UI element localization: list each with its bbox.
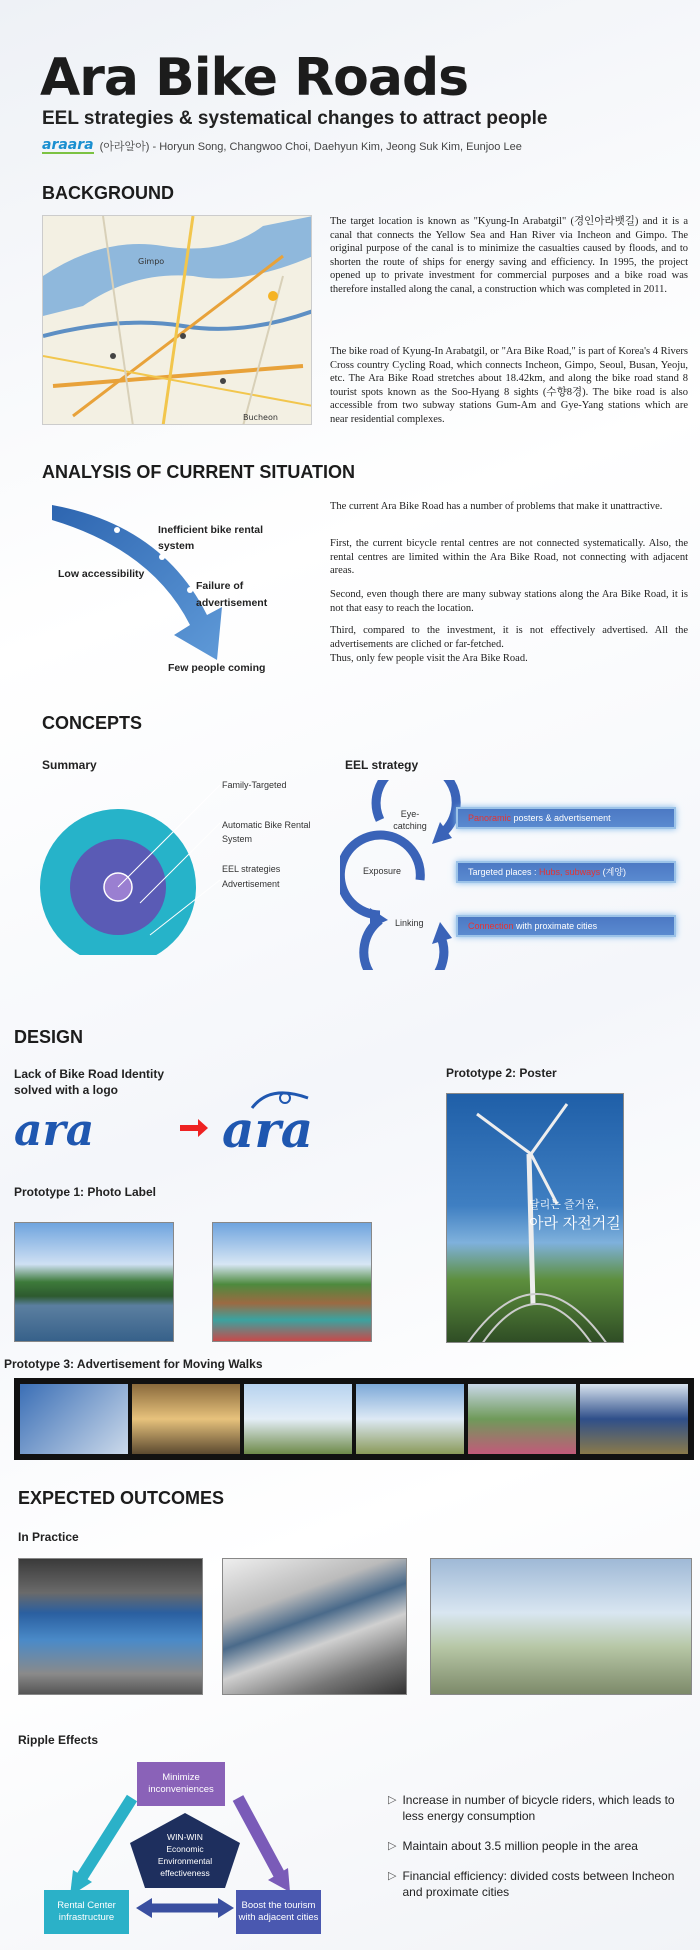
- label-failure-ads: Failure of advertisement: [196, 580, 268, 609]
- map-label-bucheon: Bucheon: [243, 413, 278, 422]
- identity-label: Lack of Bike Road Identity solved with a logo: [14, 1067, 165, 1097]
- eel-step-eye: Eye-catching: [393, 809, 427, 831]
- analysis-heading: ANALYSIS OF CURRENT SITUATION: [42, 462, 356, 482]
- photo-label-1: [14, 1222, 174, 1342]
- proto2-label: Prototype 2: Poster: [446, 1066, 557, 1080]
- eel-box-targeted: [456, 861, 676, 883]
- eel-box-2-tail: (계양): [600, 867, 626, 877]
- analysis-para-3: Second, even though there are many subway stations along the Ara Bike Road, it is not that easy to reach the location.: [330, 589, 688, 614]
- background-para-1: The target location is known as "Kyung-In Arabatgil" (경인아라뱃길) and it is a canal that connects the Yellow Sea and Han River via Incheon and Gimpo. The original purpose of the canal is to minimize the casualties caused by floods, and to shorten the route of ships for energy saving and efficiency. In 1995, the project opened up to private investment for commercial purposes and a bike road was therefore installed along the canal, a construction which was completed in 2011.: [330, 216, 688, 295]
- location-map: [42, 215, 312, 425]
- map-graphic: [43, 216, 312, 425]
- eel-strategy-label: EEL strategy: [345, 758, 419, 772]
- strip-panel-6: [580, 1384, 688, 1454]
- label-few-people: Few people coming: [168, 662, 266, 674]
- strip-panel-4: [356, 1384, 464, 1454]
- eel-box-1-text: posters & advertisement: [511, 813, 611, 823]
- old-logo: ara: [14, 1105, 95, 1156]
- outcome-bullet-2: ▷ Maintain about 3.5 million people in the area: [388, 1839, 638, 1853]
- eel-box-3-red: Connection: [468, 921, 514, 931]
- analysis-para-2: First, the current bicycle rental centres are not connected systematically. Also, the rental centres are limited within the Ara Bike Road, not connecting with adjacent areas.: [330, 538, 688, 577]
- proto3-label: Prototype 3: Advertisement for Moving Walks: [4, 1357, 263, 1371]
- new-logo: ara: [222, 1100, 314, 1159]
- strip-panel-5: [468, 1384, 576, 1454]
- poster-title: Ara Bike Roads: [40, 48, 469, 108]
- photo-label-2: [212, 1222, 372, 1342]
- outcome-bullet-3-text: Financial efficiency: divided costs between Incheon and proximate cities: [402, 1869, 675, 1899]
- poster-text-2: 아라 자전거길: [529, 1214, 621, 1232]
- summary-rental-system: Automatic Bike Rental System: [222, 820, 311, 844]
- eel-box-1-red: Panoramic: [468, 813, 512, 823]
- practice-photo-ad-wall: [430, 1558, 692, 1695]
- araara-logo: araara: [42, 137, 94, 153]
- practice-photo-station: [18, 1558, 203, 1695]
- summary-family: Family-Targeted: [222, 780, 287, 790]
- eel-box-panoramic: [456, 807, 676, 829]
- design-heading: DESIGN: [14, 1027, 84, 1047]
- analysis-para-1: The current Ara Bike Road has a number of problems that make it unattractive.: [330, 501, 663, 512]
- outcome-bullets: [388, 1792, 693, 1900]
- proto1-label: Prototype 1: Photo Label: [14, 1185, 157, 1199]
- strip-panel-3: [244, 1384, 352, 1454]
- strip-panel-2: [132, 1384, 240, 1454]
- eel-step-exposure: Exposure: [363, 866, 402, 876]
- eel-step-linking: Linking: [395, 918, 424, 928]
- authors-text: (아라알아) - Horyun Song, Changwoo Choi, Daehyun Kim, Jeong Suk Kim, Eunjoo Lee: [99, 141, 522, 153]
- poster-subtitle: EEL strategies & systematical changes to attract people: [42, 108, 548, 129]
- summary-label: Summary: [42, 758, 97, 772]
- ripple-winwin: WIN-WIN Economic Environmental effectiveness: [157, 1832, 213, 1878]
- practice-photo-moving-walk: [222, 1558, 407, 1695]
- ripple-rental: Rental Center infrastructure: [44, 1890, 129, 1934]
- summary-eel-ads: EEL strategies Advertisement: [222, 864, 281, 889]
- poster-text-1: 달리는 즐거움,: [529, 1199, 599, 1211]
- outcome-bullet-1-text: Increase in number of bicycle riders, which leads to less energy consumption: [402, 1793, 675, 1823]
- analysis-para-4: Third, compared to the investment, it is not effectively advertised. All the advertisements are cliched or far-fetched.: [330, 625, 688, 650]
- strip-panel-1: [20, 1384, 128, 1454]
- outcome-bullet-1: ▷ Increase in number of bicycle riders, which leads to less energy consumption: [388, 1792, 693, 1824]
- ripple-label: Ripple Effects: [18, 1733, 99, 1747]
- eel-box-2-red: Hubs, subways: [539, 867, 601, 877]
- eel-box-3-text: with proximate cities: [513, 921, 598, 931]
- concepts-heading: CONCEPTS: [42, 713, 143, 733]
- background-para-2: The bike road of Kyung-In Arabatgil, or "Ara Bike Road," is part of Korea's 4 Rivers Cross country Cycling Road, which connects Incheon, Gimpo, Seoul, Busan, Yeoju, etc. The Ara Bike Road stretches about 18.42km, and along the bike road stand 8 tourist spots known as the Soo-Hyang 8 sights (수향8경). The bike road is also accessible from two subway stations Gum-Am and Gye-Yang stations which are near residential complexes.: [330, 346, 688, 425]
- background-heading: BACKGROUND: [42, 183, 174, 203]
- logo-bike-swoosh-icon: [250, 1088, 310, 1112]
- moving-walk-strip: [14, 1378, 694, 1460]
- poster-prototype: [446, 1093, 624, 1343]
- outcome-bullet-3: ▷ Financial efficiency: divided costs between Incheon and proximate cities: [388, 1868, 693, 1900]
- outcomes-heading: EXPECTED OUTCOMES: [18, 1488, 225, 1508]
- authors-line: [42, 138, 522, 154]
- right-arrow-icon: [180, 1118, 210, 1138]
- eel-box-2-text: Targeted places :: [468, 867, 540, 877]
- map-label-gimpo: Gimpo: [138, 257, 165, 266]
- in-practice-label: In Practice: [18, 1530, 79, 1544]
- label-low-accessibility: Low accessibility: [58, 568, 145, 580]
- label-inefficient-rental: Inefficient bike rental system: [158, 524, 264, 552]
- eel-box-connection: [456, 915, 676, 937]
- ripple-tourism: Boost the tourism with adjacent cities: [236, 1890, 321, 1934]
- ripple-minimize: Minimize inconveniences: [137, 1762, 225, 1806]
- outcome-bullet-2-text: Maintain about 3.5 million people in the area: [402, 1839, 638, 1853]
- analysis-para-5: Thus, only few people visit the Ara Bike Road.: [330, 653, 528, 664]
